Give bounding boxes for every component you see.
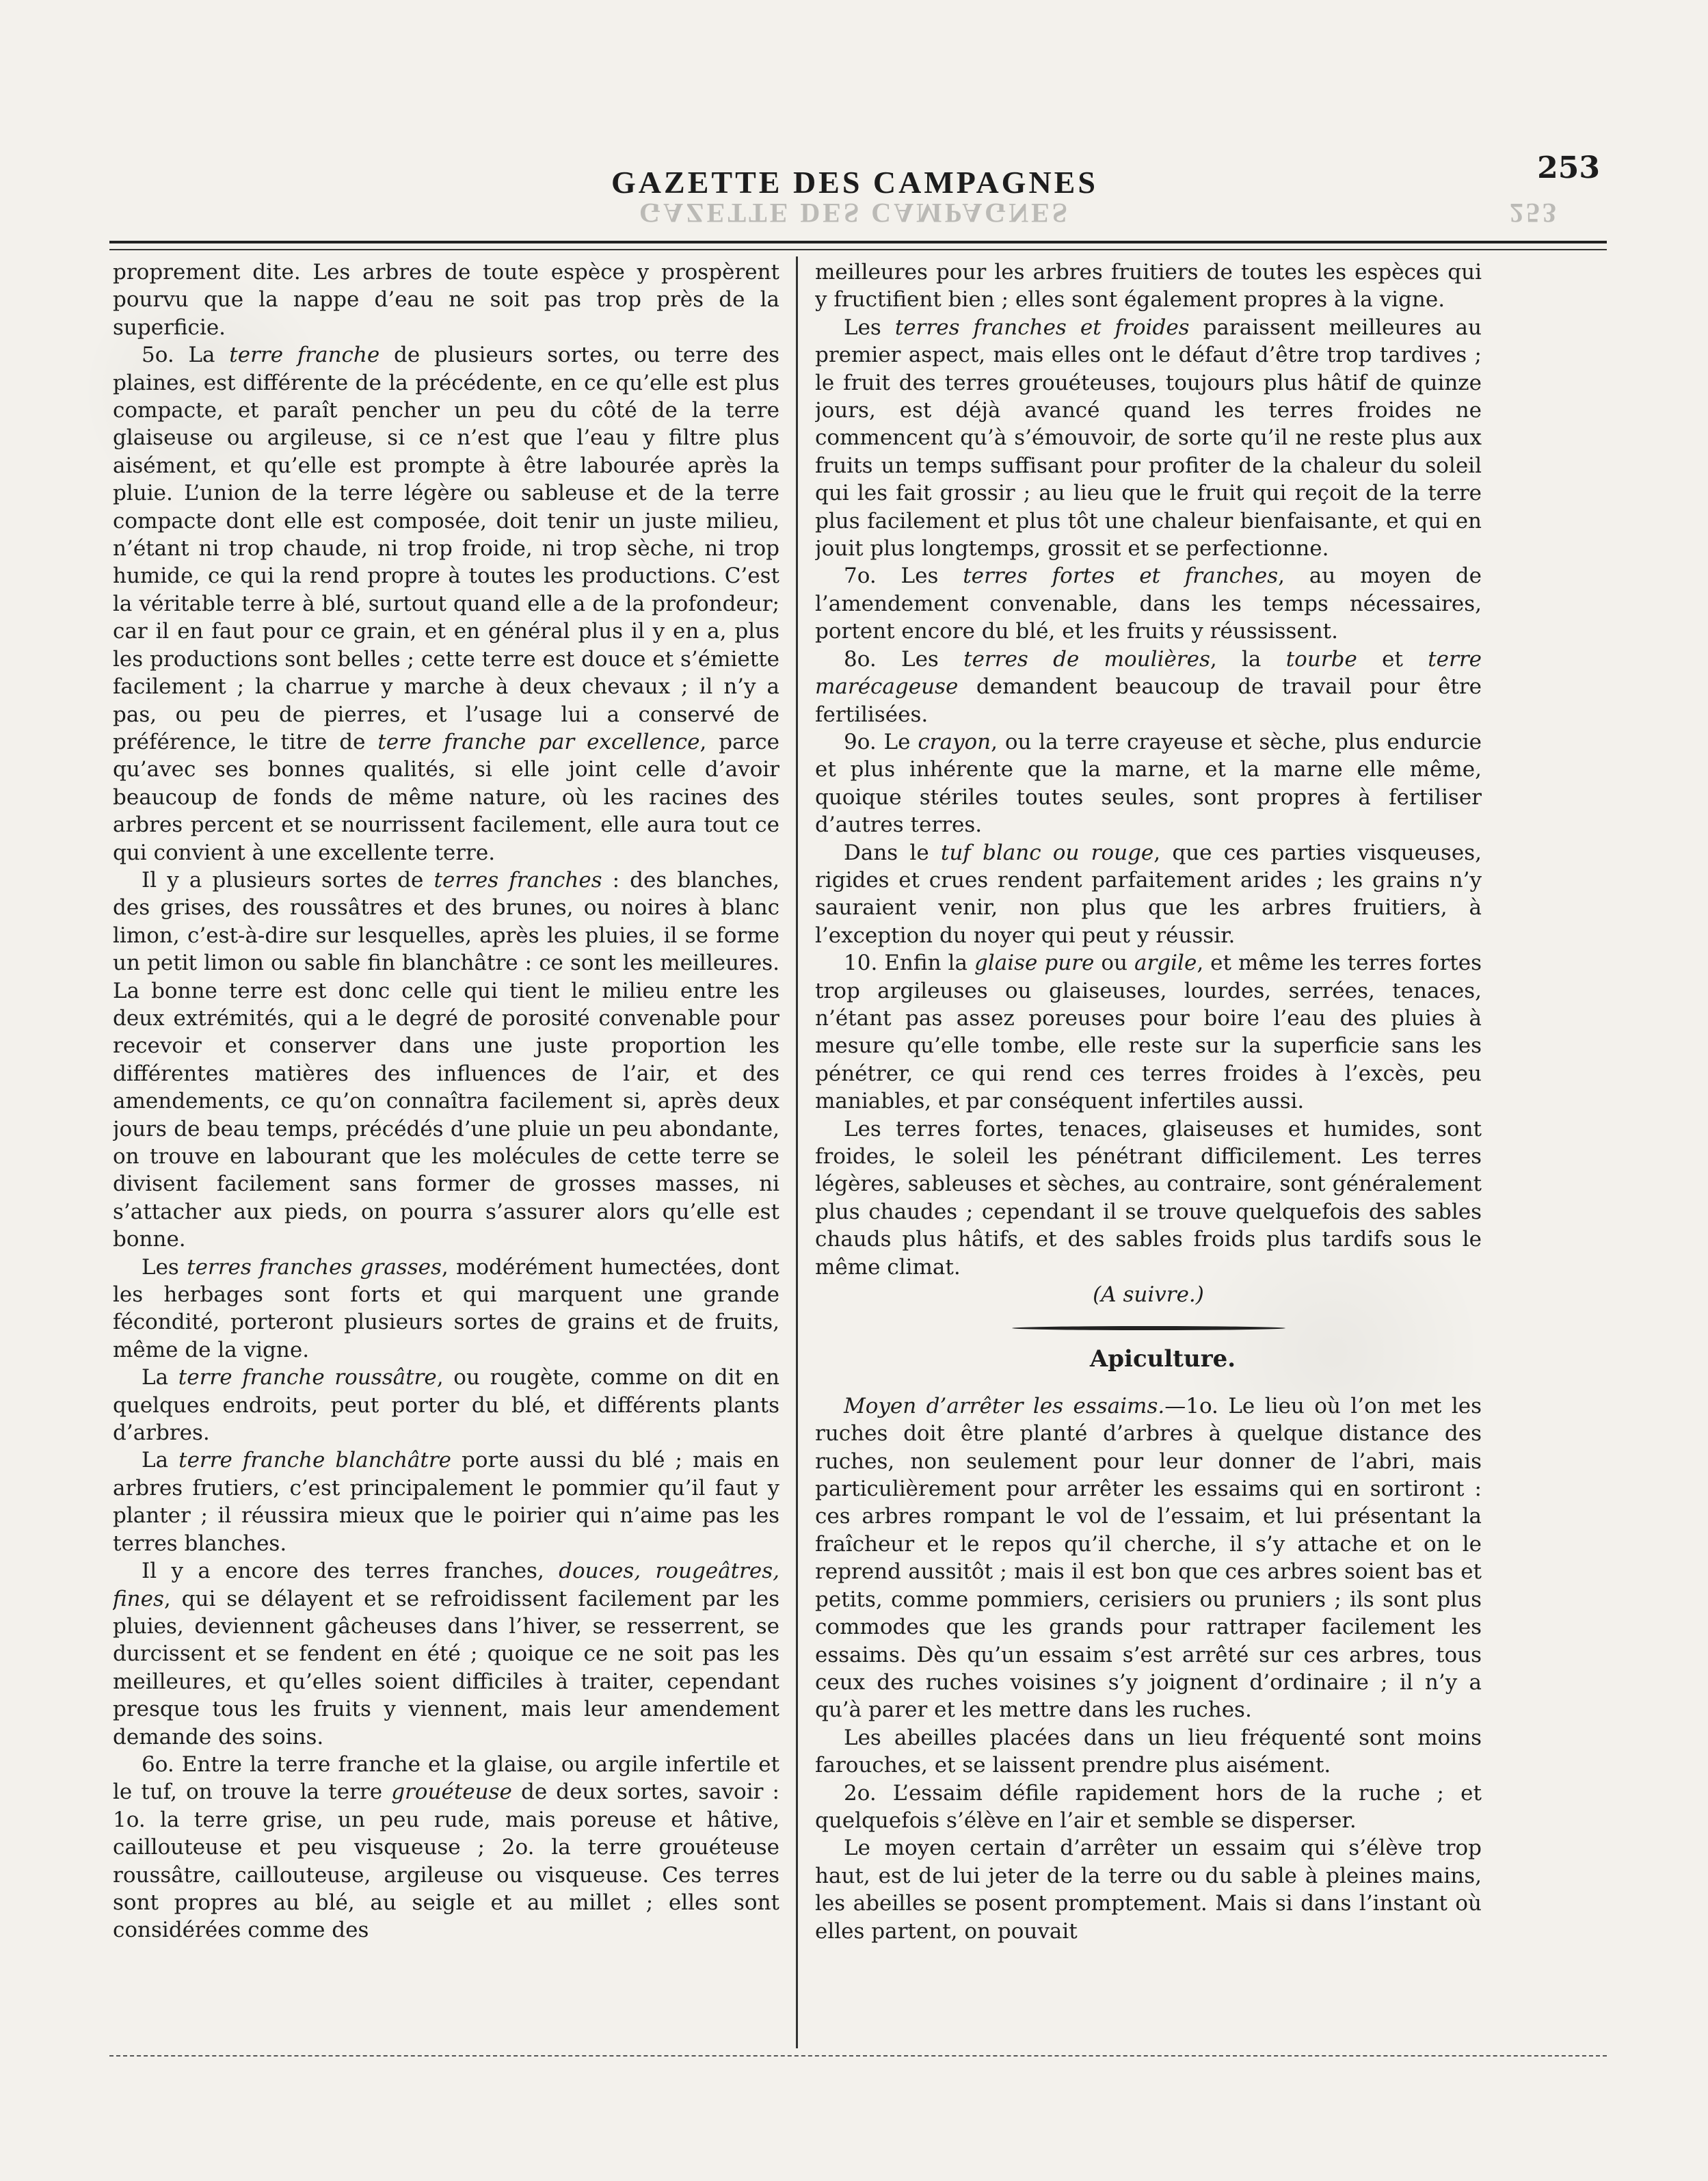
masthead-title: GAZETTE DES CAMPAGNES xyxy=(611,165,1098,200)
article-paragraph: 6o. Entre la terre franche et la glaise, ou argile infertile et le tuf, on trouve la terre grouéteuse de deux sortes, savoir : 1o. la terre grise, un peu rude, mais poreuse et hâtive, caillouteuse et peu visqueuse ; 2o. la terre grouéteuse roussâtre, caillouteuse, argileuse ou visqueuse. Ces terres sont propres au blé, au seigle et au millet ; elles sont considérées comme des xyxy=(113,1752,779,1943)
article-paragraph: Il y a encore des terres franches, douces, rougeâtres, fines, qui se délayent et se refroidissent facilement par les pluies, deviennent gâcheuses dans l’hiver, se resserrent, se durcissent et se fendent en été ; quoique ce ne soit pas les meilleures, et qu’elles soient difficiles à traiter, cependant presque tous les fruits y viennent, mais leur amendement demande des soins. xyxy=(113,1559,779,1749)
article-paragraph: 2o. L’essaim défile rapidement hors de la ruche ; et quelquefois s’élève en l’air et semble se disperser. xyxy=(815,1780,1482,1833)
article-paragraph: 9o. Le crayon, ou la terre crayeuse et sèche, plus endurcie et plus inhérente que la marne, et la marne elle même, quoique stériles toutes seules, sont propres à fertiliser d’autres terres. xyxy=(815,729,1482,838)
page-header xyxy=(109,150,1600,233)
article-paragraph: Les abeilles placées dans un lieu fréquenté sont moins farouches, et se laissent prendre plus aisément. xyxy=(815,1725,1482,1778)
article-paragraph: 5o. La terre franche de plusieurs sortes, ou terre des plaines, est différente de la précédente, en ce qu’elle est plus compacte, et paraît pencher un peu du côté de la terre glaiseuse ou argileuse, si ce n’est que l’eau y filtre plus aisément, et qu’elle est prompte à être labourée après la pluie. L’union de la terre légère ou sableuse et de la terre compacte dont elle est composée, doit tenir un juste milieu, n’étant ni trop chaude, ni trop froide, ni trop sèche, ni trop humide, ce qui la rend propre à toutes les productions. C’est la véritable terre à blé, surtout quand elle a de la profondeur; car il en faut pour ce grain, et en général plus il y en a, plus les productions sont belles ; cette terre est douce et s’émiette facilement ; la charrue y marche à deux chevaux ; il n’y a pas, ou peu de pierres, et l’usage lui a conservé de préférence, le titre de terre franche par excellence, parce qu’avec ses bonnes qualités, si elle joint celle d’avoir beaucoup de fonds de même nature, où les racines des arbres percent et se nourrissent facilement, elle aura tout ce qui convient à une excellente terre. xyxy=(113,343,779,865)
page-number: 253 xyxy=(1537,150,1600,185)
left-column xyxy=(113,259,779,2044)
article-paragraph: 10. Enfin la glaise pure ou argile, et même les terres fortes trop argileuses ou glaiseuses, lourdes, serrées, tenaces, n’étant pas assez poreuses pour boire l’eau des pluies à mesure qu’elle tombe, elle reste sur la superficie sans les pénétrer, ce qui rend ces terres froides à l’excès, peu maniables, et par conséquent infertiles aussi. xyxy=(815,951,1482,1114)
article-paragraph: Moyen d’arrêter les essaims.—1o. Le lieu où l’on met les ruches doit être planté d’arbres à quelque distance des ruches, non seulement pour leur donner de l’abri, mais particulièrement pour arrêter les essaims qui en sortiront : ces arbres rompant le vol de l’essaim, et lui présentant la fraîcheur et le repos qu’il cherche, il s’y attache et on le reprend aussitôt ; mais il est bon que ces arbres soient bas et petits, comme pommiers, cerisiers ou pruniers ; ils sont plus commodes que les grands pour rattraper facilement les essaims. Dès qu’un essaim s’est arrêté sur ces arbres, tous ceux des ruches voisines s’y joignent d’ordinaire ; il n’y a qu’à parer et les mettre dans les ruches. xyxy=(815,1393,1482,1723)
article-paragraph: Le moyen certain d’arrêter un essaim qui s’élève trop haut, est de lui jeter de la terre ou du sable à pleines mains, les abeilles se posent promptement. Mais si dans l’instant où elles partent, on pouvait xyxy=(815,1836,1482,1944)
section-heading: Apiculture. xyxy=(1089,1345,1236,1373)
article-paragraph: 7o. Les terres fortes et franches, au moyen de l’amendement convenable, dans les temps nécessaires, portent encore du blé, et les fruits y réussissent. xyxy=(815,564,1482,644)
footer-rule xyxy=(109,2055,1607,2057)
article-paragraph: La terre franche blanchâtre porte aussi du blé ; mais en arbres frutiers, c’est principalement le pommier qu’il faut y planter ; il réussira mieux que le poirier qui n’aime pas les terres blanches. xyxy=(113,1448,779,1556)
bleed-through-page-number: 253 xyxy=(1510,198,1559,228)
article-paragraph: Les terres franches grasses, modérément humectées, dont les herbages sont forts et qui marquent une grande fécondité, porteront plusieurs sortes de grains et de fruits, même de la vigne. xyxy=(113,1254,779,1362)
continuation-note: (A suivre.) xyxy=(1093,1282,1204,1308)
article-paragraph: La terre franche roussâtre, ou rougète, comme on dit en quelques endroits, peut porter du blé, et différents plants d’arbres. xyxy=(113,1365,779,1446)
article-paragraph: 8o. Les terres de moulières, la tourbe et terre marécageuse demandent beaucoup de travail pour être fertilisées. xyxy=(815,646,1482,727)
article-paragraph: meilleures pour les arbres fruitiers de toutes les espèces qui y fructifient bien ; elles sont également propres à la vigne. xyxy=(815,260,1482,313)
bleed-through-title: GAZETTE DES CAMPAGNES xyxy=(639,198,1070,228)
article-paragraph: Dans le tuf blanc ou rouge, que ces parties visqueuses, rigides et crues rendent parfaitement arides ; les grains n’y sauraient venir, non plus que les arbres fruitiers, à l’exception du noyer qui peut y réussir. xyxy=(815,840,1482,948)
article-paragraph: proprement dite. Les arbres de toute espèce y prospèrent pourvu que la nappe d’eau ne soit pas trop près de la superficie. xyxy=(113,260,779,340)
article-paragraph: Il y a plusieurs sortes de terres franches : des blanches, des grises, des roussâtres et des brunes, ou noires à blanc limon, c’est-à-dire sur lesquelles, après les pluies, il se forme un petit limon ou sable fin blanchâtre : ce sont les meilleures. La bonne terre est donc celle qui tient le milieu entre les deux extrémités, qui a le degré de porosité convenable pour recevoir et conserver dans une juste proportion les différentes matières des influences de l’air, et des amendements, ce qu’on connaîtra facilement si, après deux jours de beau temps, précédés d’une pluie un peu abondante, on trouve en labourant que les molécules de cette terre se divisent facilement sans former de grosses masses, ni s’attacher aux pieds, on pourra s’assurer alors qu’elle est bonne. xyxy=(113,867,779,1252)
header-rule-thick xyxy=(109,241,1607,243)
section-separator-rule xyxy=(1012,1326,1285,1330)
article-paragraph: Les terres fortes, tenaces, glaiseuses et humides, sont froides, le soleil les pénétrant difficilement. Les terres légères, sableuses et sèches, au contraire, sont généralement plus chaudes ; cependant il se trouve quelquefois des sables chauds plus hâtifs, et des sables froids plus tardifs sous le même climat. xyxy=(815,1116,1482,1280)
column-divider xyxy=(796,256,798,2048)
article-paragraph: Les terres franches et froides paraissent meilleures au premier aspect, mais elles ont le défaut d’être trop tardives ; le fruit des terres grouéteuses, toujours plus hâtif de quinze jours, est déjà avancé quand les terres froides ne commencent qu’à s’émouvoir, de sorte qu’il ne reste plus aux fruits un temps suffisant pour profiter de la chaleur du soleil qui les fait grossir ; au lieu que le fruit qui reçoit de la terre plus facilement et plus tôt une chaleur bienfaisante, et qui en jouit plus longtemps, grossit et se perfectionne. xyxy=(815,315,1482,561)
header-rule-thin xyxy=(109,249,1607,250)
right-column xyxy=(815,259,1482,2044)
